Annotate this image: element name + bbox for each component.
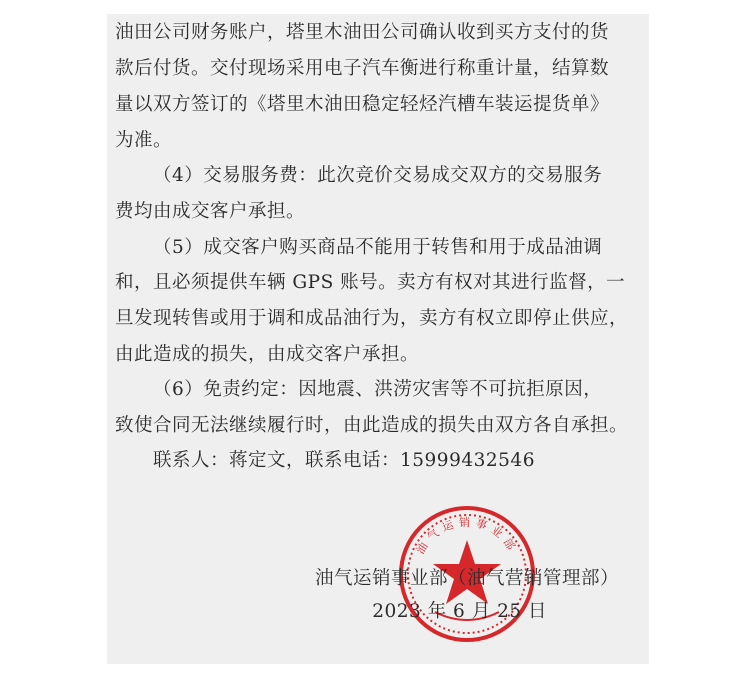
text-line-12: 致使合同无法继续履行时，由此造成的损失由双方各自承担。: [115, 415, 629, 436]
text-line-5: （4）交易服务费：此次竞价交易成交双方的交易服务: [153, 165, 603, 186]
text-line-8: 和，且必须提供车辆 GPS 账号。卖方有权对其进行监督，一: [115, 272, 626, 293]
text-line-10: 由此造成的损失，由成交客户承担。: [115, 344, 420, 365]
text-line-9: 旦发现转售或用于调和成品油行为，卖方有权立即停止供应，: [115, 308, 629, 329]
text-line-2: 款后付货。交付现场采用电子汽车衡进行称重计量，结算数: [115, 58, 610, 79]
text-line-11: （6）免责约定：因地震、洪涝灾害等不可抗拒原因，: [153, 379, 603, 400]
text-line-4: 为准。: [115, 130, 173, 151]
text-line-6: 费均由成交客户承担。: [115, 201, 306, 222]
text-line-7: （5）成交客户购买商品不能用于转售和用于成品油调: [153, 237, 603, 258]
contact-line: 联系人：蒋定文，联系电话：15999432546: [153, 450, 535, 471]
signature-date: 2023 年 6 月 25 日: [372, 601, 547, 622]
text-line-1: 油田公司财务账户，塔里木油田公司确认收到买方支付的货: [115, 22, 610, 43]
svg-text:油气运销事业部: 油气运销事业部: [413, 516, 521, 557]
text-line-3: 量以双方签订的《塔里木油田稳定轻烃汽槽车装运提货单》: [115, 94, 610, 115]
signature-department: 油气运销事业部（油气营销管理部）: [314, 568, 619, 589]
document-page: [107, 14, 649, 664]
